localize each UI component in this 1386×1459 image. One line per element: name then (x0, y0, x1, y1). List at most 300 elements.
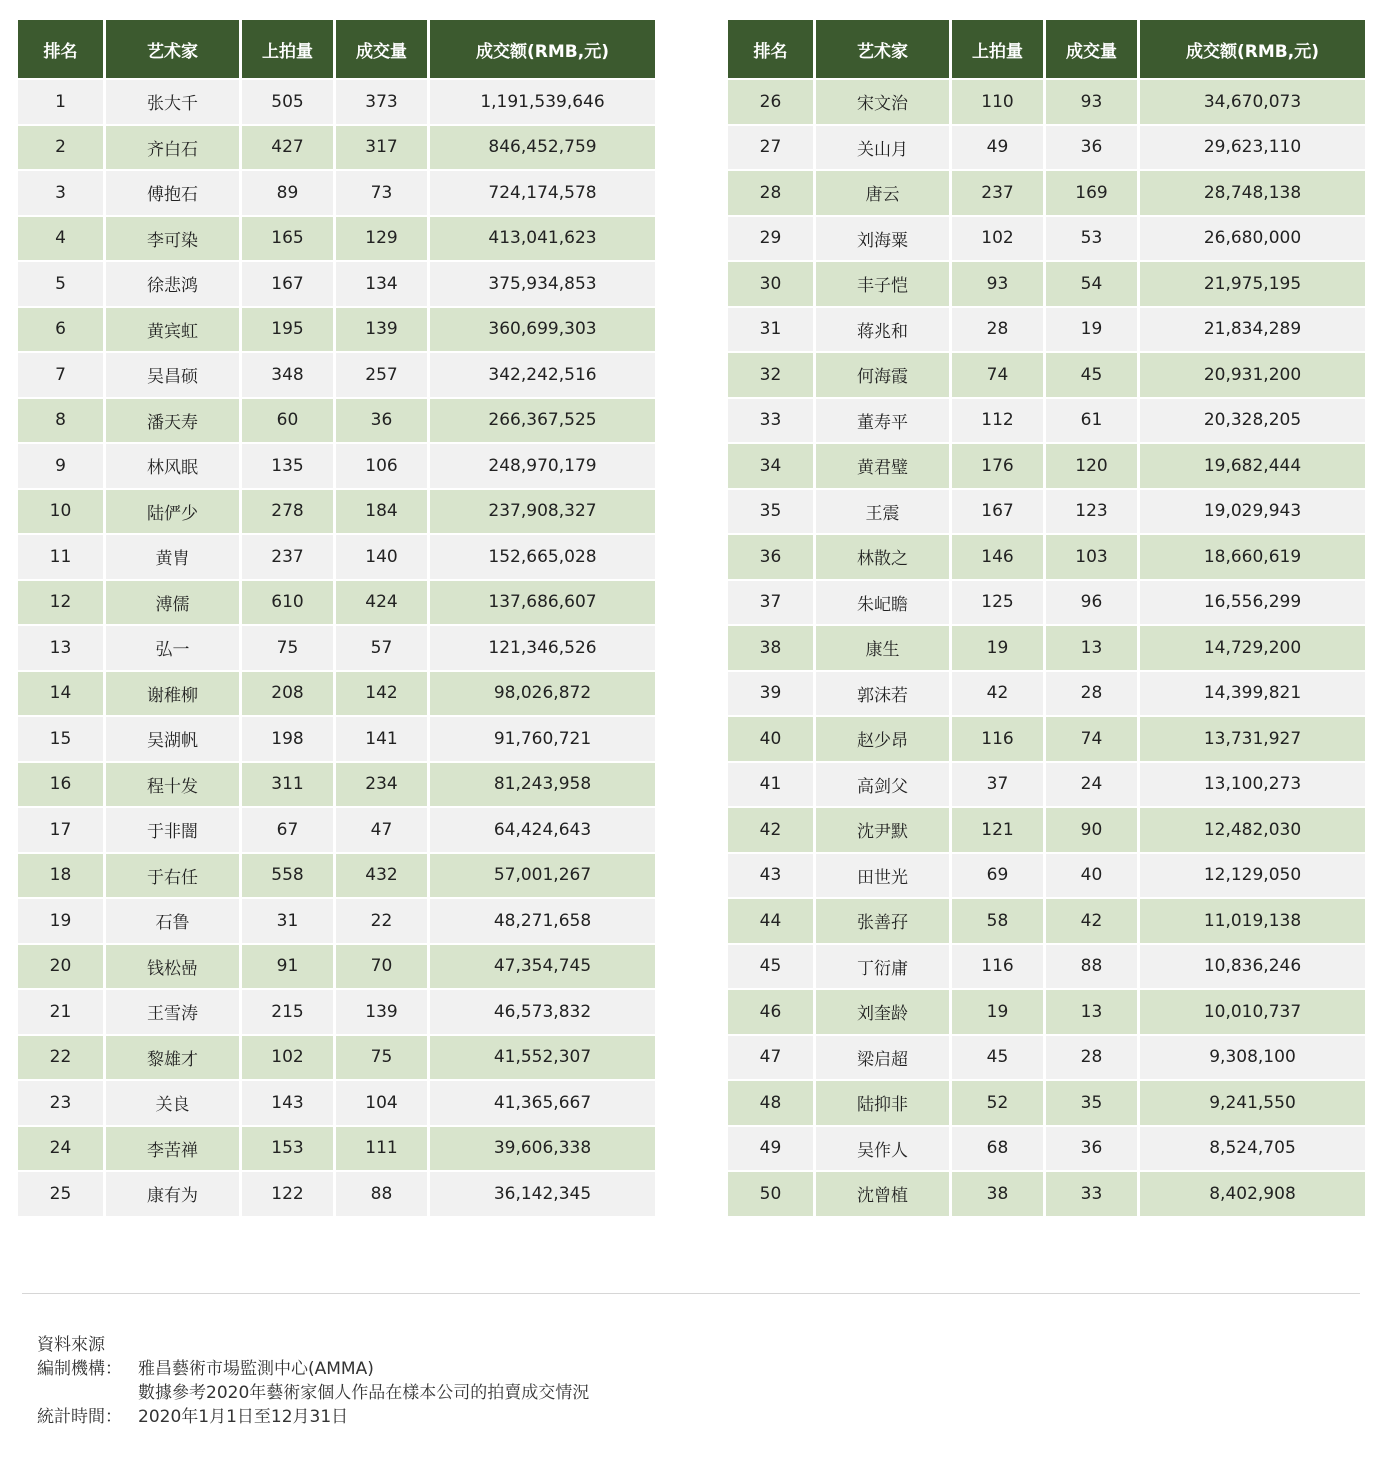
cell-lots-offered: 74 (952, 353, 1043, 397)
cell-lots-offered: 278 (242, 490, 333, 534)
cell-rank: 32 (728, 353, 813, 397)
cell-lots-sold: 40 (1046, 854, 1137, 898)
table-row (728, 1127, 1365, 1171)
cell-artist: 黄君璧 (816, 444, 949, 488)
table-row (18, 399, 655, 443)
cell-rank: 43 (728, 854, 813, 898)
table-row (18, 899, 655, 943)
cell-lots-sold: 96 (1046, 581, 1137, 625)
cell-artist: 徐悲鸿 (106, 262, 239, 306)
cell-rank: 19 (18, 899, 103, 943)
cell-lots-sold: 134 (336, 262, 427, 306)
cell-turnover: 47,354,745 (430, 945, 655, 989)
cell-lots-sold: 424 (336, 581, 427, 625)
cell-rank: 45 (728, 945, 813, 989)
source-time-label: 統計時間： (37, 1407, 122, 1427)
cell-rank: 23 (18, 1081, 103, 1125)
cell-turnover: 19,682,444 (1140, 444, 1365, 488)
cell-lots-sold: 373 (336, 80, 427, 124)
cell-turnover: 11,019,138 (1140, 899, 1365, 943)
cell-rank: 18 (18, 854, 103, 898)
cell-lots-sold: 120 (1046, 444, 1137, 488)
cell-rank: 2 (18, 126, 103, 170)
cell-lots-offered: 167 (242, 262, 333, 306)
table-row (728, 990, 1365, 1034)
header-rank: 排名 (728, 20, 813, 78)
source-org-value: 雅昌藝術市場監測中心(AMMA) (138, 1359, 374, 1379)
cell-lots-offered: 143 (242, 1081, 333, 1125)
cell-lots-sold: 88 (1046, 945, 1137, 989)
cell-artist: 朱屺瞻 (816, 581, 949, 625)
cell-rank: 3 (18, 171, 103, 215)
cell-lots-sold: 88 (336, 1172, 427, 1216)
table-row (728, 262, 1365, 306)
cell-rank: 26 (728, 80, 813, 124)
cell-turnover: 46,573,832 (430, 990, 655, 1034)
cell-lots-sold: 28 (1046, 1036, 1137, 1080)
cell-turnover: 20,328,205 (1140, 399, 1365, 443)
cell-artist: 吴湖帆 (106, 717, 239, 761)
cell-lots-sold: 75 (336, 1036, 427, 1080)
header-lots-sold: 成交量 (1046, 20, 1137, 78)
cell-lots-offered: 45 (952, 1036, 1043, 1080)
cell-artist: 林风眠 (106, 444, 239, 488)
cell-lots-offered: 102 (242, 1036, 333, 1080)
cell-turnover: 375,934,853 (430, 262, 655, 306)
cell-lots-offered: 198 (242, 717, 333, 761)
table-row (728, 444, 1365, 488)
cell-lots-sold: 57 (336, 626, 427, 670)
cell-turnover: 14,399,821 (1140, 672, 1365, 716)
table-row (18, 945, 655, 989)
cell-lots-offered: 165 (242, 217, 333, 261)
cell-lots-offered: 19 (952, 626, 1043, 670)
cell-artist: 康生 (816, 626, 949, 670)
cell-turnover: 57,001,267 (430, 854, 655, 898)
cell-lots-offered: 93 (952, 262, 1043, 306)
cell-artist: 梁启超 (816, 1036, 949, 1080)
table-header-row (728, 20, 1365, 78)
cell-lots-sold: 24 (1046, 763, 1137, 807)
table-row (728, 80, 1365, 124)
header-lots-offered: 上拍量 (242, 20, 333, 78)
cell-artist: 潘天寿 (106, 399, 239, 443)
cell-turnover: 12,482,030 (1140, 808, 1365, 852)
cell-rank: 35 (728, 490, 813, 534)
table-row (728, 1081, 1365, 1125)
table-row (728, 1172, 1365, 1216)
table-row (728, 490, 1365, 534)
cell-lots-sold: 35 (1046, 1081, 1137, 1125)
cell-turnover: 360,699,303 (430, 308, 655, 352)
cell-lots-offered: 31 (242, 899, 333, 943)
cell-artist: 黎雄才 (106, 1036, 239, 1080)
cell-turnover: 20,931,200 (1140, 353, 1365, 397)
cell-turnover: 8,524,705 (1140, 1127, 1365, 1171)
cell-turnover: 98,026,872 (430, 672, 655, 716)
cell-artist: 蒋兆和 (816, 308, 949, 352)
table-row (18, 353, 655, 397)
cell-rank: 1 (18, 80, 103, 124)
cell-lots-offered: 153 (242, 1127, 333, 1171)
table-row (728, 763, 1365, 807)
cell-turnover: 39,606,338 (430, 1127, 655, 1171)
cell-lots-offered: 167 (952, 490, 1043, 534)
table-row (18, 1036, 655, 1080)
cell-artist: 赵少昂 (816, 717, 949, 761)
cell-turnover: 26,680,000 (1140, 217, 1365, 261)
cell-rank: 25 (18, 1172, 103, 1216)
cell-lots-sold: 93 (1046, 80, 1137, 124)
cell-rank: 46 (728, 990, 813, 1034)
table-row (728, 945, 1365, 989)
table-row (728, 808, 1365, 852)
cell-rank: 29 (728, 217, 813, 261)
cell-artist: 沈曾植 (816, 1172, 949, 1216)
cell-lots-sold: 74 (1046, 717, 1137, 761)
cell-lots-sold: 140 (336, 535, 427, 579)
cell-turnover: 64,424,643 (430, 808, 655, 852)
cell-lots-sold: 47 (336, 808, 427, 852)
header-turnover: 成交额(RMB,元) (430, 20, 655, 78)
cell-lots-offered: 195 (242, 308, 333, 352)
cell-rank: 6 (18, 308, 103, 352)
cell-lots-offered: 28 (952, 308, 1043, 352)
cell-artist: 张大千 (106, 80, 239, 124)
header-rank: 排名 (18, 20, 103, 78)
cell-lots-sold: 28 (1046, 672, 1137, 716)
cell-lots-sold: 42 (1046, 899, 1137, 943)
cell-artist: 傅抱石 (106, 171, 239, 215)
cell-lots-sold: 139 (336, 990, 427, 1034)
cell-turnover: 19,029,943 (1140, 490, 1365, 534)
cell-lots-offered: 311 (242, 763, 333, 807)
cell-artist: 张善孖 (816, 899, 949, 943)
cell-lots-sold: 70 (336, 945, 427, 989)
table-row (728, 171, 1365, 215)
cell-lots-sold: 257 (336, 353, 427, 397)
cell-turnover: 48,271,658 (430, 899, 655, 943)
cell-artist: 何海霞 (816, 353, 949, 397)
cell-turnover: 248,970,179 (430, 444, 655, 488)
table-row (18, 217, 655, 261)
header-lots-sold: 成交量 (336, 20, 427, 78)
cell-rank: 39 (728, 672, 813, 716)
cell-lots-offered: 110 (952, 80, 1043, 124)
cell-rank: 13 (18, 626, 103, 670)
table-row (18, 171, 655, 215)
cell-lots-offered: 52 (952, 1081, 1043, 1125)
cell-lots-offered: 37 (952, 763, 1043, 807)
cell-artist: 黄胄 (106, 535, 239, 579)
cell-lots-offered: 67 (242, 808, 333, 852)
cell-lots-sold: 45 (1046, 353, 1137, 397)
table-row (18, 581, 655, 625)
table-row (728, 399, 1365, 443)
source-org-label: 編制機構： (37, 1359, 122, 1379)
cell-lots-offered: 125 (952, 581, 1043, 625)
source-time-value: 2020年1月1日至12月31日 (138, 1407, 349, 1427)
cell-turnover: 34,670,073 (1140, 80, 1365, 124)
cell-lots-offered: 122 (242, 1172, 333, 1216)
table-row (728, 672, 1365, 716)
cell-lots-sold: 36 (1046, 1127, 1137, 1171)
cell-artist: 田世光 (816, 854, 949, 898)
cell-lots-sold: 61 (1046, 399, 1137, 443)
cell-lots-offered: 208 (242, 672, 333, 716)
cell-rank: 15 (18, 717, 103, 761)
table-row (728, 899, 1365, 943)
cell-rank: 30 (728, 262, 813, 306)
table-row (728, 626, 1365, 670)
cell-rank: 50 (728, 1172, 813, 1216)
cell-turnover: 342,242,516 (430, 353, 655, 397)
cell-lots-offered: 121 (952, 808, 1043, 852)
cell-artist: 李苦禅 (106, 1127, 239, 1171)
cell-turnover: 724,174,578 (430, 171, 655, 215)
cell-artist: 齐白石 (106, 126, 239, 170)
cell-turnover: 41,365,667 (430, 1081, 655, 1125)
cell-rank: 4 (18, 217, 103, 261)
cell-artist: 关良 (106, 1081, 239, 1125)
cell-turnover: 8,402,908 (1140, 1172, 1365, 1216)
cell-lots-sold: 142 (336, 672, 427, 716)
cell-lots-offered: 102 (952, 217, 1043, 261)
cell-artist: 王震 (816, 490, 949, 534)
cell-artist: 康有为 (106, 1172, 239, 1216)
cell-lots-offered: 116 (952, 717, 1043, 761)
cell-turnover: 21,975,195 (1140, 262, 1365, 306)
cell-turnover: 10,836,246 (1140, 945, 1365, 989)
cell-rank: 20 (18, 945, 103, 989)
cell-lots-offered: 58 (952, 899, 1043, 943)
cell-lots-offered: 237 (952, 171, 1043, 215)
table-row (728, 1036, 1365, 1080)
cell-lots-offered: 610 (242, 581, 333, 625)
cell-rank: 8 (18, 399, 103, 443)
cell-turnover: 12,129,050 (1140, 854, 1365, 898)
cell-artist: 高剑父 (816, 763, 949, 807)
cell-artist: 于非闇 (106, 808, 239, 852)
cell-lots-sold: 53 (1046, 217, 1137, 261)
cell-rank: 38 (728, 626, 813, 670)
cell-turnover: 13,100,273 (1140, 763, 1365, 807)
cell-rank: 37 (728, 581, 813, 625)
ranking-table-right (725, 18, 1368, 1218)
cell-rank: 5 (18, 262, 103, 306)
cell-lots-offered: 69 (952, 854, 1043, 898)
cell-lots-offered: 42 (952, 672, 1043, 716)
cell-artist: 钱松喦 (106, 945, 239, 989)
cell-artist: 董寿平 (816, 399, 949, 443)
cell-lots-sold: 432 (336, 854, 427, 898)
cell-lots-offered: 146 (952, 535, 1043, 579)
cell-artist: 石鲁 (106, 899, 239, 943)
cell-turnover: 18,660,619 (1140, 535, 1365, 579)
cell-artist: 弘一 (106, 626, 239, 670)
table-row (18, 763, 655, 807)
cell-artist: 于右任 (106, 854, 239, 898)
cell-rank: 17 (18, 808, 103, 852)
cell-lots-sold: 123 (1046, 490, 1137, 534)
cell-artist: 丰子恺 (816, 262, 949, 306)
cell-rank: 22 (18, 1036, 103, 1080)
cell-lots-sold: 141 (336, 717, 427, 761)
header-turnover: 成交额(RMB,元) (1140, 20, 1365, 78)
source-time-row (37, 1405, 589, 1429)
cell-lots-sold: 106 (336, 444, 427, 488)
cell-lots-sold: 317 (336, 126, 427, 170)
cell-rank: 21 (18, 990, 103, 1034)
cell-artist: 陆抑非 (816, 1081, 949, 1125)
cell-turnover: 9,308,100 (1140, 1036, 1365, 1080)
cell-lots-offered: 60 (242, 399, 333, 443)
cell-turnover: 81,243,958 (430, 763, 655, 807)
header-lots-offered: 上拍量 (952, 20, 1043, 78)
table-header-row (18, 20, 655, 78)
cell-lots-offered: 505 (242, 80, 333, 124)
cell-lots-offered: 68 (952, 1127, 1043, 1171)
cell-turnover: 237,908,327 (430, 490, 655, 534)
cell-lots-sold: 73 (336, 171, 427, 215)
cell-lots-sold: 184 (336, 490, 427, 534)
cell-rank: 44 (728, 899, 813, 943)
cell-rank: 31 (728, 308, 813, 352)
header-artist: 艺术家 (106, 20, 239, 78)
cell-turnover: 152,665,028 (430, 535, 655, 579)
cell-artist: 吴昌硕 (106, 353, 239, 397)
table-row (18, 80, 655, 124)
cell-lots-sold: 36 (336, 399, 427, 443)
table-row (18, 808, 655, 852)
cell-lots-offered: 112 (952, 399, 1043, 443)
cell-lots-offered: 348 (242, 353, 333, 397)
cell-lots-sold: 19 (1046, 308, 1137, 352)
table-row (18, 626, 655, 670)
cell-rank: 27 (728, 126, 813, 170)
cell-artist: 溥儒 (106, 581, 239, 625)
table-row (18, 990, 655, 1034)
cell-turnover: 121,346,526 (430, 626, 655, 670)
cell-turnover: 9,241,550 (1140, 1081, 1365, 1125)
cell-rank: 7 (18, 353, 103, 397)
table-row (18, 535, 655, 579)
cell-artist: 程十发 (106, 763, 239, 807)
table-row (18, 672, 655, 716)
cell-lots-offered: 49 (952, 126, 1043, 170)
table-row (18, 490, 655, 534)
cell-turnover: 16,556,299 (1140, 581, 1365, 625)
cell-rank: 14 (18, 672, 103, 716)
cell-turnover: 1,191,539,646 (430, 80, 655, 124)
source-heading: 資料來源 (37, 1335, 105, 1355)
table-row (728, 126, 1365, 170)
cell-artist: 李可染 (106, 217, 239, 261)
cell-turnover: 413,041,623 (430, 217, 655, 261)
cell-artist: 丁衍庸 (816, 945, 949, 989)
table-row (728, 581, 1365, 625)
cell-lots-offered: 176 (952, 444, 1043, 488)
cell-lots-sold: 22 (336, 899, 427, 943)
table-row (728, 717, 1365, 761)
table-row (728, 308, 1365, 352)
cell-rank: 40 (728, 717, 813, 761)
cell-rank: 42 (728, 808, 813, 852)
header-artist: 艺术家 (816, 20, 949, 78)
cell-lots-sold: 33 (1046, 1172, 1137, 1216)
cell-lots-sold: 13 (1046, 626, 1137, 670)
cell-artist: 刘奎龄 (816, 990, 949, 1034)
cell-turnover: 14,729,200 (1140, 626, 1365, 670)
cell-artist: 林散之 (816, 535, 949, 579)
cell-artist: 刘海粟 (816, 217, 949, 261)
cell-rank: 33 (728, 399, 813, 443)
cell-artist: 陆俨少 (106, 490, 239, 534)
table-row (18, 717, 655, 761)
cell-turnover: 846,452,759 (430, 126, 655, 170)
cell-rank: 49 (728, 1127, 813, 1171)
cell-rank: 10 (18, 490, 103, 534)
cell-lots-offered: 91 (242, 945, 333, 989)
cell-turnover: 41,552,307 (430, 1036, 655, 1080)
cell-rank: 11 (18, 535, 103, 579)
cell-lots-sold: 104 (336, 1081, 427, 1125)
cell-lots-sold: 54 (1046, 262, 1137, 306)
cell-rank: 16 (18, 763, 103, 807)
cell-artist: 黄宾虹 (106, 308, 239, 352)
cell-artist: 唐云 (816, 171, 949, 215)
cell-lots-sold: 90 (1046, 808, 1137, 852)
cell-rank: 28 (728, 171, 813, 215)
source-note: 數據參考2020年藝術家個人作品在樣本公司的拍賣成交情況 (138, 1383, 590, 1403)
cell-rank: 24 (18, 1127, 103, 1171)
cell-artist: 郭沫若 (816, 672, 949, 716)
table-row (728, 854, 1365, 898)
table-row (18, 854, 655, 898)
table-row (18, 1172, 655, 1216)
cell-lots-offered: 89 (242, 171, 333, 215)
cell-lots-sold: 169 (1046, 171, 1137, 215)
cell-lots-offered: 558 (242, 854, 333, 898)
table-row (18, 126, 655, 170)
ranking-table-left (15, 18, 658, 1218)
cell-rank: 34 (728, 444, 813, 488)
cell-turnover: 13,731,927 (1140, 717, 1365, 761)
table-row (18, 262, 655, 306)
cell-lots-sold: 103 (1046, 535, 1137, 579)
cell-rank: 41 (728, 763, 813, 807)
cell-turnover: 137,686,607 (430, 581, 655, 625)
cell-lots-offered: 19 (952, 990, 1043, 1034)
cell-rank: 9 (18, 444, 103, 488)
cell-turnover: 10,010,737 (1140, 990, 1365, 1034)
table-row (728, 353, 1365, 397)
cell-rank: 36 (728, 535, 813, 579)
cell-rank: 47 (728, 1036, 813, 1080)
table-row (18, 1127, 655, 1171)
cell-lots-offered: 75 (242, 626, 333, 670)
cell-lots-sold: 13 (1046, 990, 1137, 1034)
cell-lots-sold: 234 (336, 763, 427, 807)
cell-lots-sold: 129 (336, 217, 427, 261)
cell-turnover: 28,748,138 (1140, 171, 1365, 215)
cell-artist: 谢稚柳 (106, 672, 239, 716)
cell-artist: 宋文治 (816, 80, 949, 124)
table-row (728, 535, 1365, 579)
cell-artist: 沈尹默 (816, 808, 949, 852)
cell-turnover: 91,760,721 (430, 717, 655, 761)
cell-turnover: 266,367,525 (430, 399, 655, 443)
